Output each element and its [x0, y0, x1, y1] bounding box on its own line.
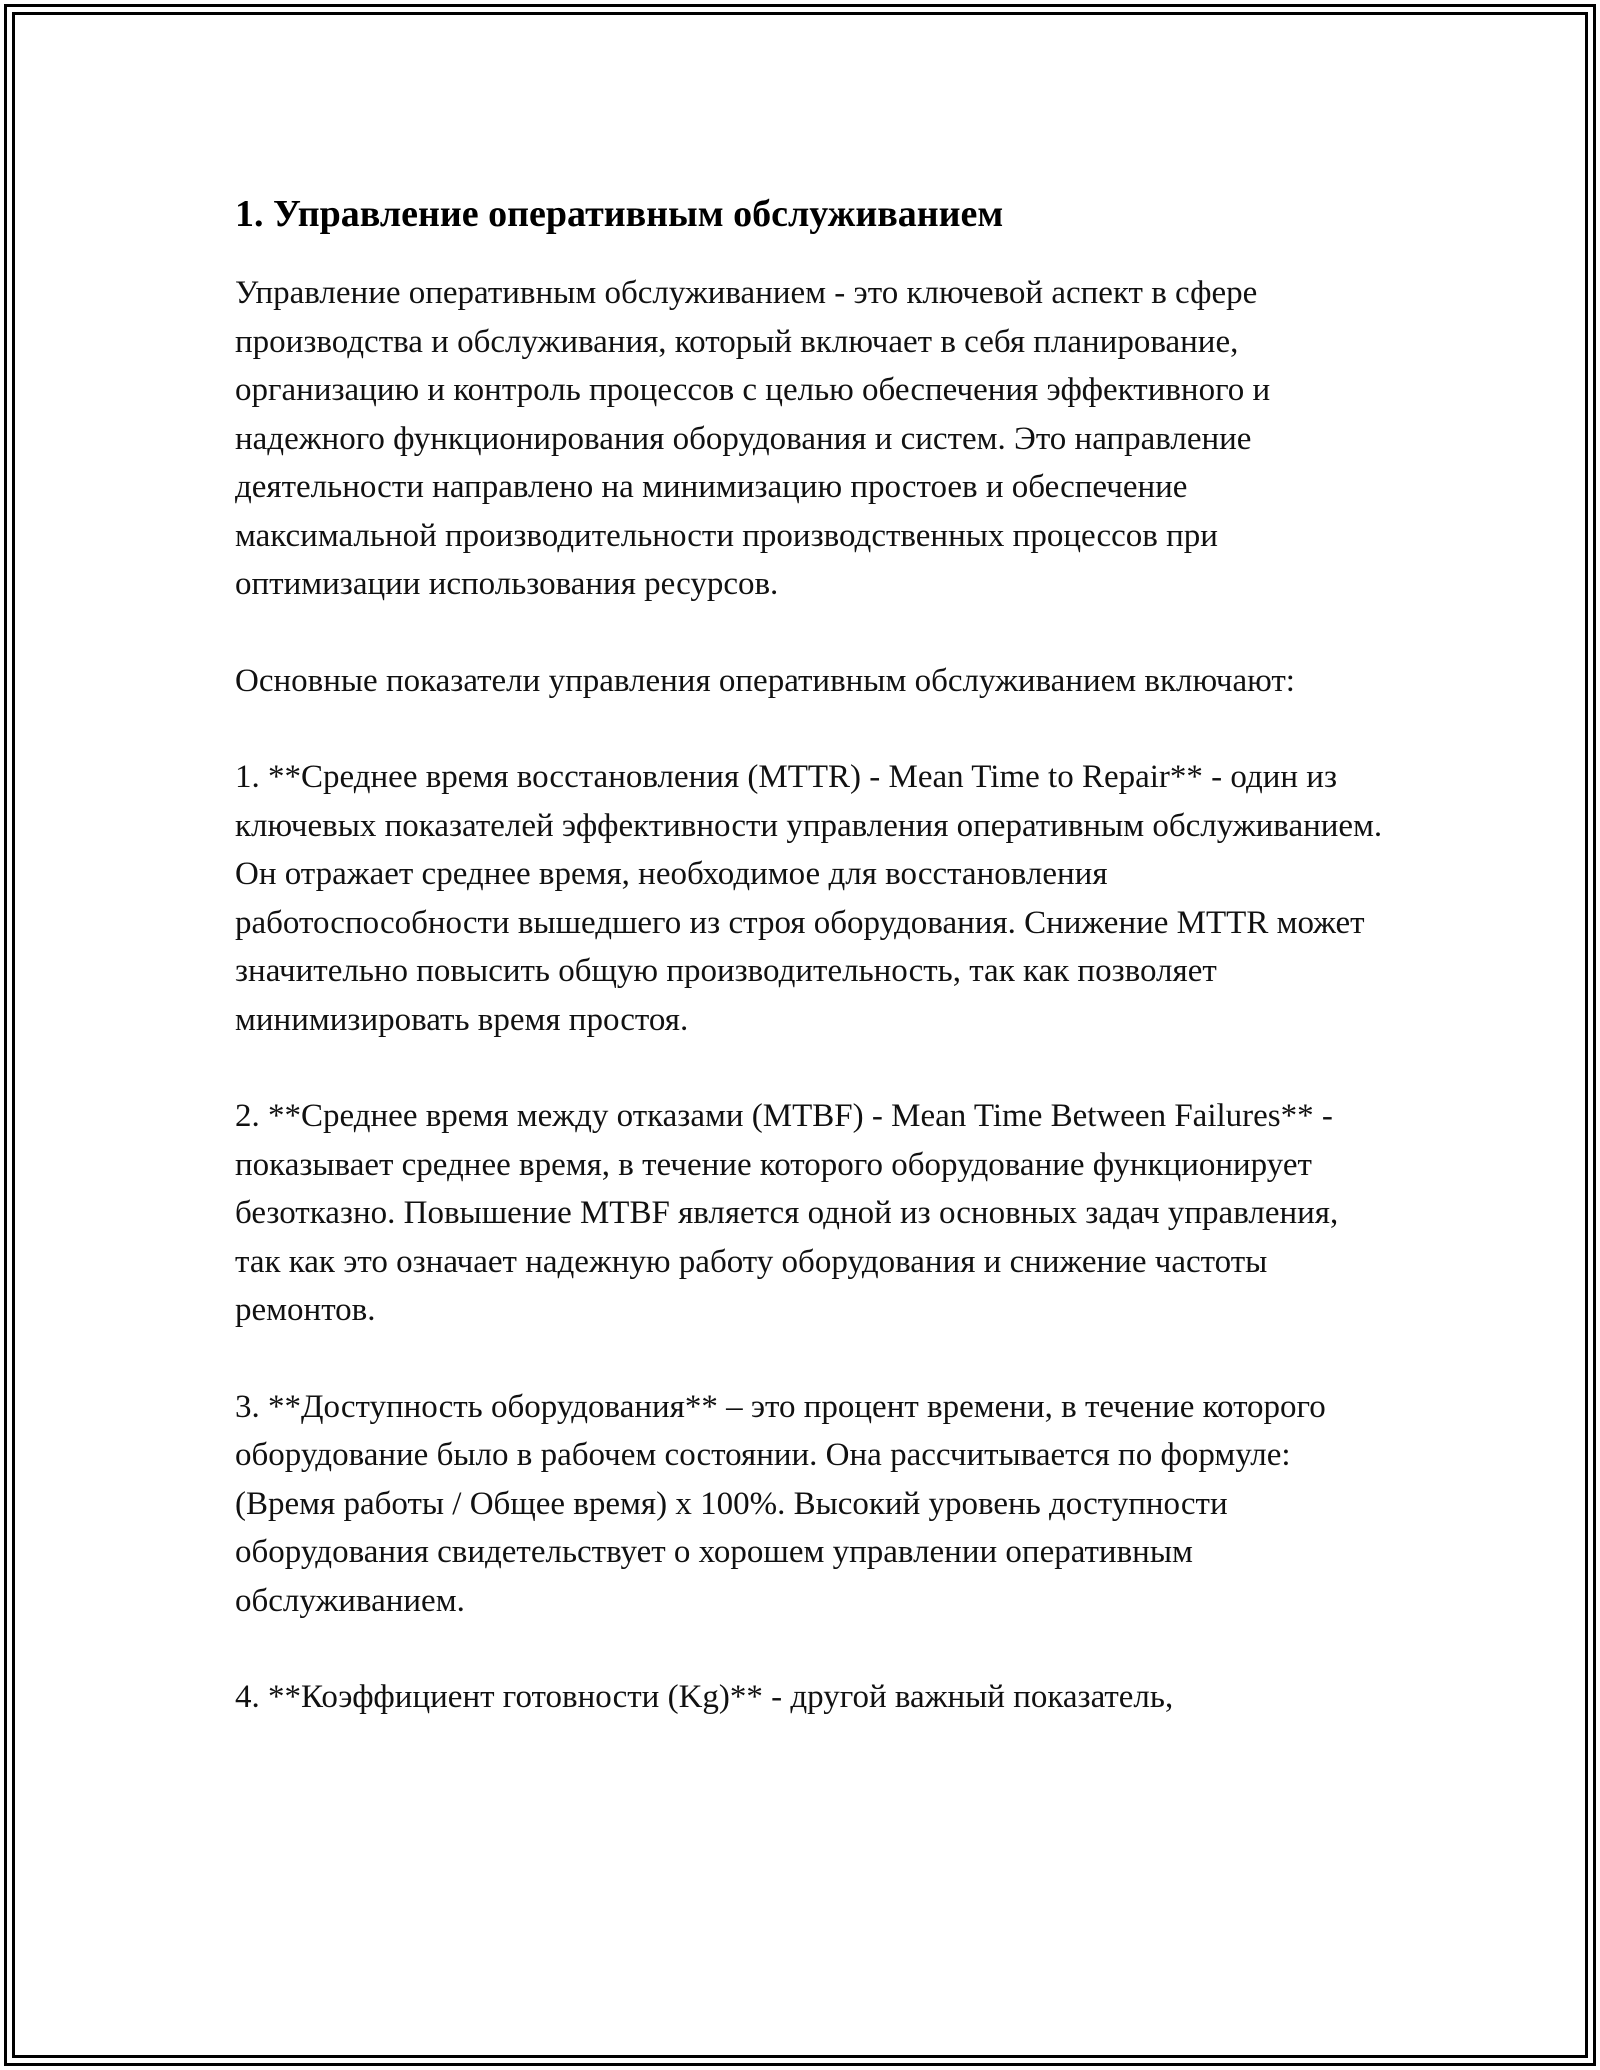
section-heading: 1. Управление оперативным обслуживанием [235, 193, 1004, 235]
metric-readiness-paragraph: 4. **Коэффициент готовности (Kg)** - другой важный показатель, [235, 1679, 1174, 1715]
metric-mttr-paragraph: 1. **Среднее время восстановления (MTTR) - Mean Time to Repair** - один из ключевых показателей эффективности управления оперативным обслуживанием. Он отражает среднее время, необходимое для восстановления работоспособности вышедшего из строя оборудования. Снижение MTTR может значительно повысить общую производительность, так как позволяет минимизировать время простоя. [235, 759, 1383, 1038]
metrics-intro-paragraph: Основные показатели управления оперативным обслуживанием включают: [235, 662, 1295, 699]
document-body [235, 185, 1385, 1770]
metric-availability-paragraph: 3. **Доступность оборудования** – это процент времени, в течение которого оборудование было в рабочем состоянии. Она рассчитывается по формуле: (Время работы / Общее время) x 100%. Высокий уровень доступности оборудования свидетельствует о хорошем управлении оперативным обслуживанием. [235, 1388, 1326, 1619]
metric-mtbf-paragraph: 2. **Среднее время между отказами (MTBF) - Mean Time Between Failures** - показывает среднее время, в течение которого оборудование функционирует безотказно. Повышение MTBF является одной из основных задач управления, так как это означает надежную работу оборудования и снижение частоты ремонтов. [235, 1098, 1339, 1328]
intro-paragraph: Управление оперативным обслуживанием - это ключевой аспект в сфере производства и обслуживания, который включает в себя планирование, организацию и контроль процессов с целью обеспечения эффективного и надежного функционирования оборудования и систем. Это направление деятельности направлено на минимизацию простоев и обеспечение максимальной производительности производственных процессов при оптимизации использования ресурсов. [235, 275, 1271, 602]
